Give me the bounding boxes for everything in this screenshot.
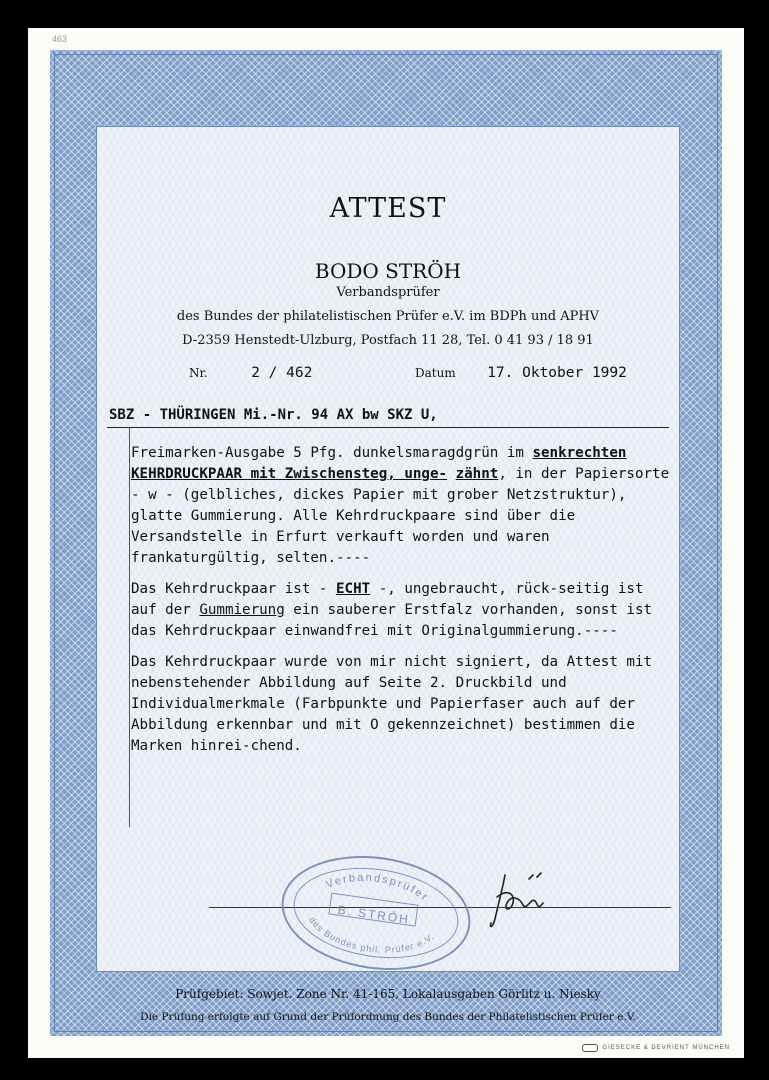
examination-scope: Prüfgebiet: Sowjet. Zone Nr. 41-165, Lokalausgaben Görlitz u. Niesky bbox=[175, 987, 601, 1001]
corner-pencil-note: 463 bbox=[52, 34, 68, 44]
certificate-number bbox=[189, 365, 312, 381]
condition-paragraph: Das Kehrdruckpaar ist - ECHT -, ungebraucht, rück-seitig ist auf der Gummierung ein sauberer Erstfalz vorhanden, sonst ist das Kehrdruckpaar einwandfrei mit Originalgummierung.---- bbox=[131, 581, 653, 639]
highlight-echt: ECHT bbox=[336, 581, 371, 597]
seal-bottom-text: des Bundes phil. Prüfer e.V. bbox=[307, 915, 437, 955]
highlight-kehrdruckpaar: senkrechten KEHRDRUCKPAAR mit Zwischensteg, unge- bbox=[131, 445, 627, 482]
highlight-gezaehnt: zähnt bbox=[455, 466, 499, 482]
underline-gummierung: Gummierung bbox=[199, 602, 285, 618]
description-paragraph: Freimarken-Ausgabe 5 Pfg. dunkelsmaragdgrün im senkrechten KEHRDRUCKPAAR mit Zwischensteg, unge- zähnt, in der Papiersorte - w - (gelbliches, dickes Papier mit grober Netzstruktur), glatte Gummierung. Alle Kehrdruckpaare sind über die Versandstelle in Erfurt verkauft worden und waren frankaturgültig, selten.---- bbox=[131, 445, 670, 566]
examiner-name: BODO STRÖH bbox=[314, 259, 462, 283]
examination-rules: Die Prüfung erfolgte auf Grund der Prüfordnung des Bundes der Philatelistischen Prüfer e.V. bbox=[140, 1011, 636, 1023]
printer-imprint: GIESECKE & DEVRIENT MÜNCHEN bbox=[582, 1044, 730, 1052]
nr-value: 2 / 462 bbox=[251, 365, 313, 381]
certificate-title: ATTEST bbox=[329, 193, 447, 224]
seal-name-text: B. STRÖH bbox=[336, 902, 411, 927]
nr-label: Nr. bbox=[189, 366, 208, 380]
examiner-seal-stamp bbox=[274, 844, 478, 981]
signature-note-paragraph: Das Kehrdruckpaar wurde von mir nicht signiert, da Attest mit nebenstehender Abbildung auf Seite 2. Druckbild und Individualmerkmale (Farbpunkte und Papierfaser auch auf der Abbildung erkennbar und mit O gekennzeichnet) bestimmen die Marken hinrei-chend. bbox=[131, 654, 653, 754]
certificate-panel bbox=[96, 126, 680, 1023]
examiner-role: Verbandsprüfer bbox=[336, 285, 440, 300]
body-margin-rule bbox=[129, 427, 130, 827]
certificate-sheet bbox=[28, 28, 744, 1058]
examiner-signature bbox=[485, 867, 555, 937]
catalog-underline bbox=[107, 427, 669, 428]
catalog-number-line: SBZ - THÜRINGEN Mi.-Nr. 94 AX bw SKZ U, bbox=[109, 407, 438, 423]
date-label: Datum bbox=[415, 366, 456, 380]
certificate-date bbox=[415, 365, 627, 381]
address-line: D-2359 Henstedt-Ulzburg, Postfach 11 28, Tel. 0 41 93 / 18 91 bbox=[182, 333, 594, 348]
seal-top-text: Verbandsprüfer bbox=[324, 871, 432, 905]
association-line: des Bundes der philatelistischen Prüfer e.V. im BDPh und APHV bbox=[176, 309, 600, 324]
certificate-body bbox=[131, 443, 673, 767]
printer-logo-icon bbox=[582, 1044, 598, 1052]
guilloche-border bbox=[50, 50, 722, 1036]
date-value: 17. Oktober 1992 bbox=[487, 365, 627, 381]
